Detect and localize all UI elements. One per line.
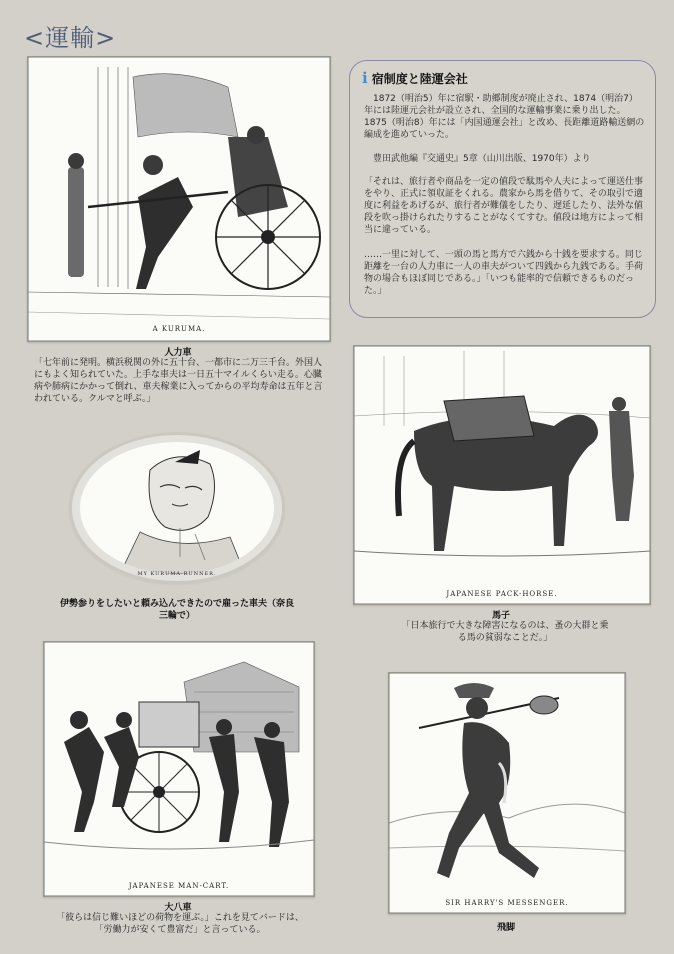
info-quote-2: ……一里に対して、一頭の馬と馬方で六銭から十銭を要求する。同じ距離を一台の人力車に一人の車夫がついて四銭から九銭である。手荷物の場合もほぼ同じである。」「いつも能率的で信頼できるものだった。」: [364, 250, 644, 296]
rickshaw-engraving: [27, 56, 331, 342]
man-cart-engraving-caption: JAPANESE MAN-CART.: [128, 882, 230, 890]
info-quote-1: 「それは、旅行者や商品を一定の値段で駄馬や人夫によって運送仕事をやり、正式に領収証をくれる。農家から馬を借りて、その取引で適度に利益をあげるが、旅行者が難儀をしたり、遅延したり、法外な値段を吹っ掛けられたりすることがなくてすむ。値段は地方によって相当に違っている。: [364, 177, 644, 235]
man-cart-illustration: [44, 642, 314, 896]
messenger-engraving-caption: SIR HARRY'S MESSENGER.: [445, 899, 569, 907]
rickshaw-engraving-caption: A KURUMA.: [152, 325, 206, 333]
rickshaw-runner-portrait: [72, 435, 282, 581]
info-heading: [362, 69, 468, 87]
messenger-illustration: [389, 673, 625, 913]
info-box: [349, 60, 656, 318]
pack-horse-title: 馬子: [491, 611, 510, 621]
messenger-engraving: [388, 672, 626, 914]
info-i-icon: i: [362, 69, 368, 87]
pack-horse-engraving: [353, 345, 651, 605]
pack-horse-illustration: [354, 346, 650, 604]
runner-title: 伊勢参りをしたいと頼み込んできたので雇った車夫（奈良三輪で）: [60, 599, 295, 621]
page-title: <運輸>: [24, 24, 117, 52]
rickshaw-text: 「七年前に発明。横浜税関の外に五十台、一都市に二万三千台。外国人にもよく知られていた。上手な車夫は一日五十マイルくらい走る。心臓病や肺病にかかって倒れ、車夫稼業に入ってからの平均寿命は五年と言われている。クルマと呼ぶ。」: [34, 358, 323, 404]
pack-horse-engraving-caption: JAPANESE PACK-HORSE.: [446, 590, 558, 598]
runner-portrait-illustration: [80, 442, 274, 574]
rickshaw-title: 人力車: [164, 348, 192, 358]
man-cart-title: 大八車: [164, 903, 192, 913]
runner-engraving-caption: MY KURUMA-RUNNER.: [137, 571, 217, 577]
info-heading-text: 宿制度と陸運会社: [371, 72, 468, 86]
messenger-title: 飛脚: [496, 923, 515, 933]
man-cart-engraving: [43, 641, 315, 897]
pack-horse-text: 「日本旅行で大きな障害になるのは、蚤の大群と乗る馬の貧弱なことだ。」: [401, 621, 609, 643]
info-source: 豊田武他編『交通史』5章（山川出版、1970年）より: [364, 154, 591, 164]
man-cart-text: 「彼らは信じ難いほどの荷物を運ぶ。」これを見てバードは、「労働力が安くて豊富だ」と言っている。: [56, 913, 304, 935]
info-paragraph: 1872（明治5）年に宿駅・助郷制度が廃止され、1874（明治7）年には陸運元会社が設立され、全国的な運輸事業に乗り出した。1875（明治8）年には「内国通運会社」と改め、長距離道路輸送網の編成を進めていった。: [364, 94, 645, 140]
rickshaw-illustration: [28, 57, 330, 341]
